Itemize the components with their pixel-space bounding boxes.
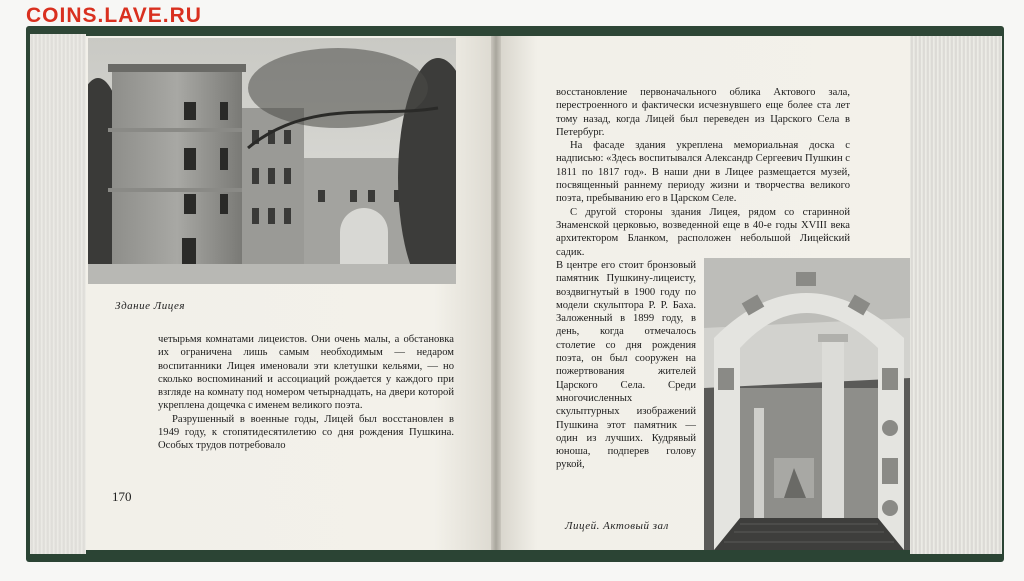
left-paragraph-1: четырьмя комнатами лицеистов. Они очень малы, а обстановка их ограничена лишь самым необходимым — недаром воспитанники Лицея именовали эти клетушки кельями, — но сколько воспоминаний и ассоциаций рождается у каждого при взгляде на комнату под номером четырнадцать, на двери которой укреплена дощечка с именем великого поэта. [158, 334, 454, 412]
lyceum-building-photo [88, 38, 456, 284]
book-gutter [491, 36, 501, 550]
right-paragraph-2: На фасаде здания укреплена мемориальная доска с надписью: «Здесь воспитывался Александр Сергеевич Пушкин с 1811 по 1817 год». В наши дни в Лицее размещается музей, посвященный раннему периоду жизни и творчества великого поэта, пребыванию его в Царском Селе. [556, 140, 850, 205]
right-photo-caption: Лицей. Актовый зал [565, 520, 669, 532]
left-page-text [158, 333, 454, 453]
left-paragraph-2: Разрушенный в военные годы, Лицей был восстановлен в 1949 году, к стопятидесятилетию со дня рождения Пушкина. Особых трудов потребовало [158, 413, 454, 452]
right-narrow-text [556, 259, 696, 472]
page-edges-right [910, 36, 1002, 554]
watermark: COINS.LAVE.RU [26, 4, 202, 27]
right-page-text [556, 86, 850, 259]
page-edges-left [30, 34, 86, 554]
assembly-hall-photo [704, 258, 910, 550]
right-paragraph-3: С другой стороны здания Лицея, рядом со старинной Знаменской церковью, возведенной еще в 40-е годы XVIII века архитектором Бланком, расположен небольшой Лицейский садик. [556, 206, 850, 258]
right-paragraph-1: восстановление первоначального облика Актового зала, перестроенного и фактически исчезнувшего еще более ста лет тому назад, когда Лицей был переведен из Царского Села в Петербург. [556, 87, 850, 138]
right-paragraph-4: В центре его стоит бронзовый памятник Пушкину-лицеисту, воздвигнутый в 1900 году по модели скульптора Р. Р. Баха. Заложенный в 1899 году, в день, когда отмечалось столетие со дня рождения поэта, он был сооружен на пожертвования жителей Царского Села. Среди многочисленных скульптурных изображений Пушкина этот памятник — один из лучших. Кудрявый юноша, подперев голову рукой, [556, 260, 696, 471]
left-photo-caption: Здание Лицея [115, 300, 185, 312]
page-number: 170 [112, 489, 132, 504]
